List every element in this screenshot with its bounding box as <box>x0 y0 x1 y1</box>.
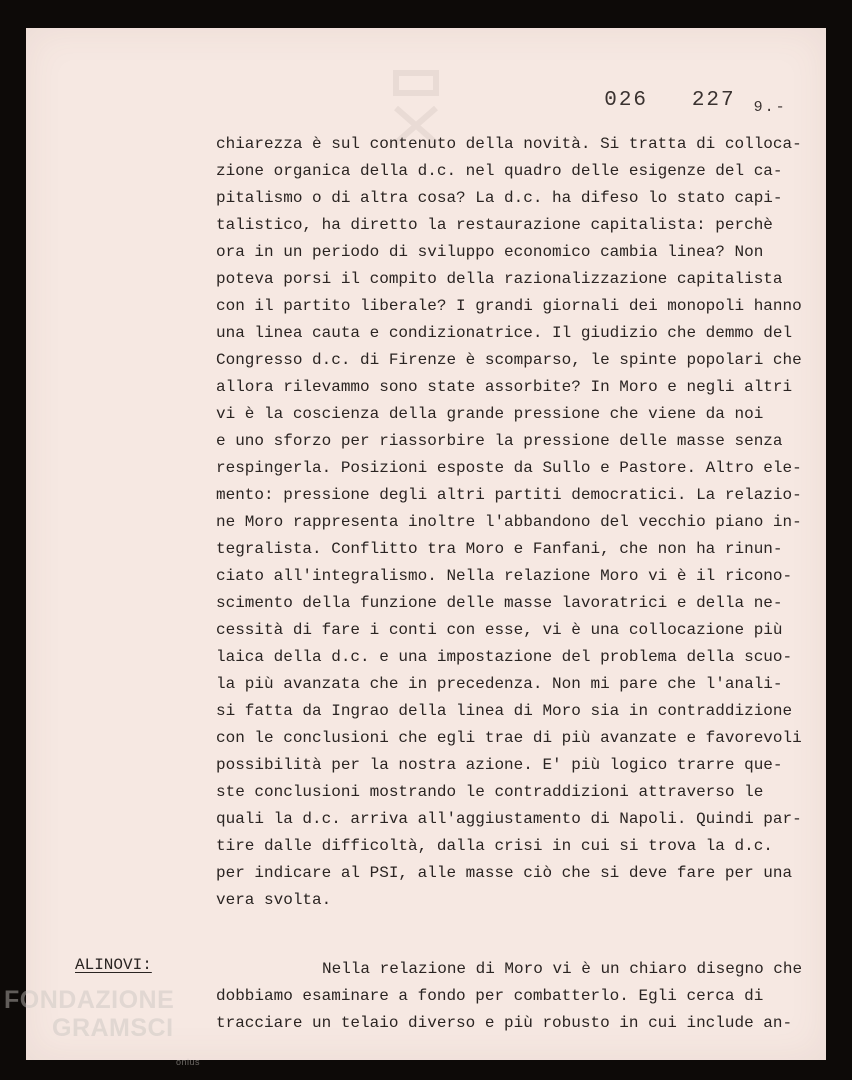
watermark-line: GRAMSCI <box>52 1014 174 1042</box>
archive-number: 026 227 <box>604 89 736 112</box>
speech-line: dobbiamo esaminare a fondo per combatterlo. Egli cerca di <box>216 987 764 1005</box>
text-line: si fatta da Ingrao della linea di Moro sia in contraddizione <box>216 702 793 720</box>
text-line: vi è la coscienza della grande pressione che viene da noi <box>216 405 764 423</box>
text-line: ora in un periodo di sviluppo economico cambia linea? Non <box>216 243 764 261</box>
text-line: possibilità per la nostra azione. E' più logico trarre que- <box>216 756 783 774</box>
text-line: cessità di fare i conti con esse, vi è una collocazione più <box>216 621 783 639</box>
watermark-logo <box>4 986 201 1067</box>
text-line: Congresso d.c. di Firenze è scomparso, le spinte popolari che <box>216 351 802 369</box>
text-line: talistico, ha diretto la restaurazione capitalista: perchè <box>216 216 773 234</box>
text-line: tire dalle difficoltà, dalla crisi in cui si trova la d.c. <box>216 837 773 855</box>
text-line: tegralista. Conflitto tra Moro e Fanfani, che non ha rinun- <box>216 540 783 558</box>
watermark-line: onlus <box>176 1057 201 1067</box>
text-line: ne Moro rappresenta inoltre l'abbandono del vecchio piano in- <box>216 513 802 531</box>
text-line: pitalismo o di altra cosa? La d.c. ha difeso lo stato capi- <box>216 189 783 207</box>
text-line: laica della d.c. e una impostazione del problema della scuo- <box>216 648 793 666</box>
text-line: ciato all'integralismo. Nella relazione Moro vi è il ricono- <box>216 567 793 585</box>
text-line: ste conclusioni mostrando le contraddizioni attraverso le <box>216 783 764 801</box>
text-line: poteva porsi il compito della razionalizzazione capitalista <box>216 270 783 288</box>
text-line: vera svolta. <box>216 891 332 909</box>
page-index: 9.- <box>753 99 787 116</box>
speech-line: tracciare un telaio diverso e più robusto in cui include an- <box>216 1014 793 1032</box>
text-line: e uno sforzo per riassorbire la pressione delle masse senza <box>216 432 783 450</box>
text-line: allora rilevammo sono state assorbite? In Moro e negli altri <box>216 378 793 396</box>
text-line: con le conclusioni che egli trae di più avanzate e favorevoli <box>216 729 802 747</box>
text-line: mento: pressione degli altri partiti democratici. La relazio- <box>216 486 802 504</box>
body-text <box>216 131 816 914</box>
text-line: per indicare al PSI, alle masse ciò che si deve fare per una <box>216 864 793 882</box>
text-line: con il partito liberale? I grandi giornali dei monopoli hanno <box>216 297 802 315</box>
page-number <box>575 66 787 116</box>
text-line: la più avanzata che in precedenza. Non mi pare che l'anali- <box>216 675 783 693</box>
text-line: respingerla. Posizioni esposte da Sullo e Pastore. Altro ele- <box>216 459 802 477</box>
text-line: quali la d.c. arriva all'aggiustamento di Napoli. Quindi par- <box>216 810 802 828</box>
speaker-name: ALINOVI: <box>75 956 152 974</box>
text-line: zione organica della d.c. nel quadro delle esigenze del ca- <box>216 162 783 180</box>
speech-line: Nella relazione di Moro vi è un chiaro disegno che <box>322 960 803 978</box>
watermark-line: FONDAZIONE <box>4 986 175 1014</box>
speech-text <box>216 956 816 1037</box>
text-line: scimento della funzione delle masse lavoratrici e della ne- <box>216 594 783 612</box>
text-line: chiarezza è sul contenuto della novità. Si tratta di collocа- <box>216 135 802 153</box>
text-line: una linea cauta e condizionatrice. Il giudizio che demmo del <box>216 324 793 342</box>
